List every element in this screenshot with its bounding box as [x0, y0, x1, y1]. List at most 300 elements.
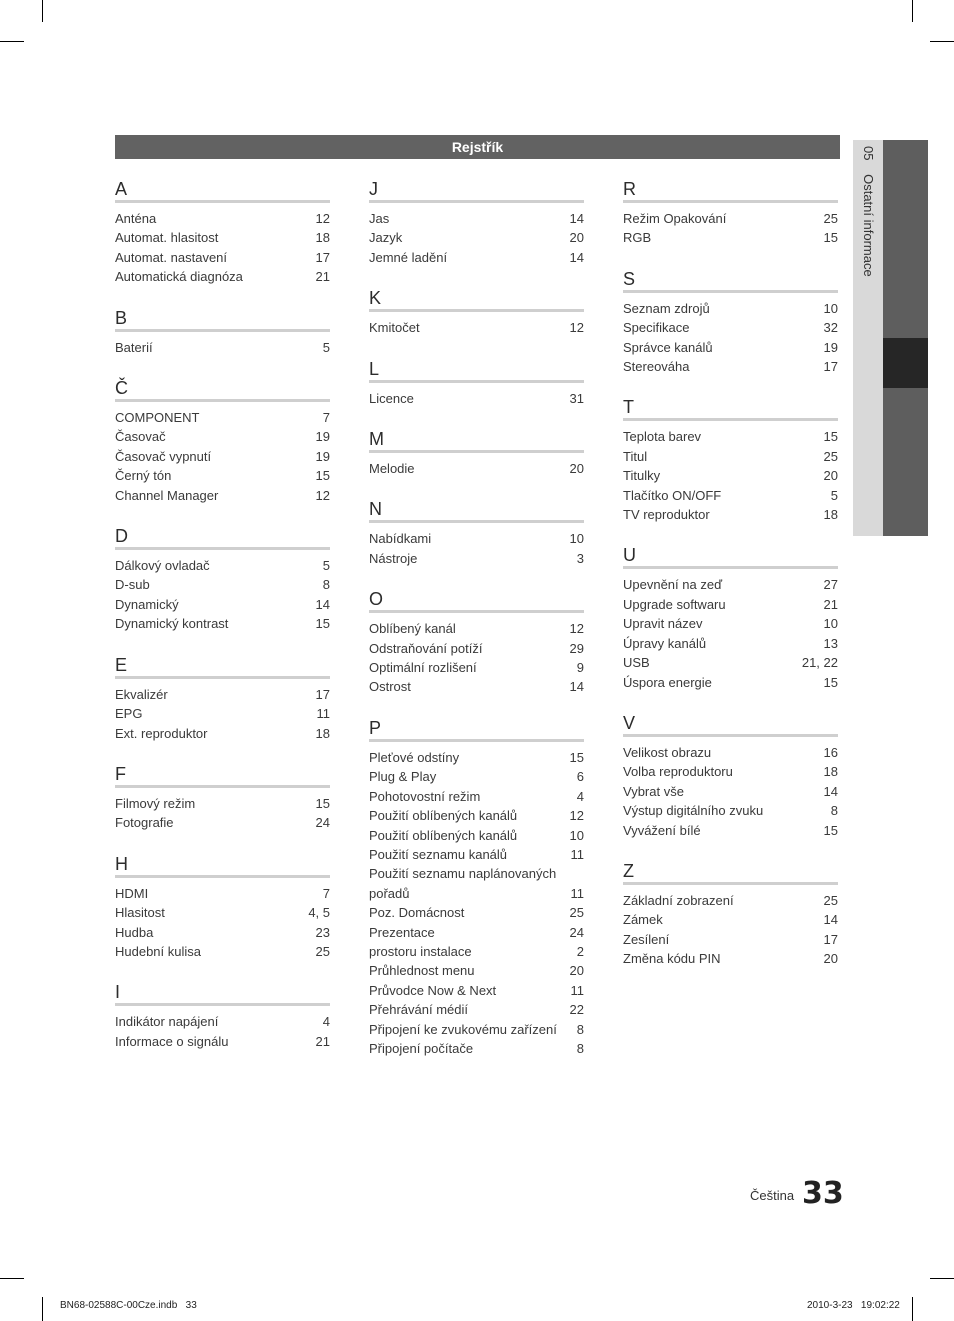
index-section: [623, 178, 838, 248]
index-entry: [369, 748, 584, 767]
index-entry: [369, 677, 584, 696]
index-letter: M: [369, 428, 584, 453]
index-entry: [623, 821, 838, 840]
index-page: 12: [569, 320, 584, 336]
chapter-label: [860, 146, 876, 277]
index-entry: [369, 529, 584, 548]
crop-mark: [912, 0, 913, 22]
index-term: Indikátor napájení: [115, 1014, 219, 1030]
index-page: 7: [322, 885, 330, 901]
index-column-2: [369, 178, 584, 1078]
index-letter: I: [115, 981, 330, 1006]
index-entry: [369, 961, 584, 980]
index-page: 25: [569, 905, 584, 921]
index-entries: [623, 885, 838, 969]
index-page: 21: [315, 1033, 330, 1049]
index-entry: [115, 1012, 330, 1031]
index-page: 18: [315, 230, 330, 246]
index-section: [623, 860, 838, 969]
index-entry: [369, 1020, 584, 1039]
index-entry: [623, 910, 838, 929]
index-term: Jazyk: [369, 230, 403, 246]
index-entry: [369, 209, 584, 228]
index-entries: [369, 203, 584, 267]
index-entry: [115, 486, 330, 505]
index-page: 14: [569, 211, 584, 226]
index-entry: [115, 338, 330, 357]
index-page: 17: [315, 686, 330, 702]
index-term: RGB: [623, 230, 652, 246]
index-entries: [369, 453, 584, 478]
index-term: Oblíbený kanál: [369, 621, 456, 637]
index-entry: [115, 575, 330, 594]
index-term: TV reproduktor: [623, 507, 710, 523]
index-entries: [115, 878, 330, 962]
index-section: [623, 268, 838, 377]
index-page: 20: [569, 230, 584, 246]
index-page: 25: [823, 448, 838, 464]
index-entry: [623, 299, 838, 318]
index-letter: H: [115, 853, 330, 878]
index-letter: D: [115, 525, 330, 550]
index-page: 23: [315, 924, 330, 940]
index-entry: [115, 704, 330, 723]
index-term: Upevnění na zeď: [623, 577, 723, 593]
index-entry: [115, 408, 330, 427]
index-page: 21, 22: [801, 655, 838, 671]
index-term: Licence: [369, 390, 414, 406]
index-entry: [115, 794, 330, 813]
index-term: Titul: [623, 448, 648, 464]
index-page: 15: [315, 468, 330, 484]
index-page: 15: [823, 230, 838, 246]
index-entry: [623, 447, 838, 466]
index-entry: [115, 942, 330, 961]
index-section: [115, 307, 330, 357]
index-entry: [115, 903, 330, 922]
index-page: 18: [823, 764, 838, 780]
index-term: Seznam zdrojů: [623, 300, 710, 316]
chapter-tab: [853, 140, 928, 536]
index-term: Dynamický: [115, 596, 179, 612]
crop-mark: [42, 1297, 43, 1321]
index-term: D-sub: [115, 577, 150, 593]
index-page: 10: [823, 300, 838, 316]
index-page: 18: [823, 507, 838, 523]
index-term: Automat. nastavení: [115, 249, 228, 265]
index-page: 12: [315, 211, 330, 226]
index-entry: [115, 228, 330, 247]
index-term: Použití seznamu kanálů: [369, 846, 508, 862]
index-letter: U: [623, 544, 838, 569]
index-term: Ekvalizér: [115, 686, 168, 702]
index-term: Zámek: [623, 912, 663, 928]
page-title: Rejstřík: [115, 135, 840, 159]
index-page: 17: [315, 249, 330, 265]
index-section: [623, 712, 838, 840]
crop-mark: [912, 1297, 913, 1321]
index-entry: [369, 389, 584, 408]
index-term: Anténa: [115, 211, 157, 226]
index-term: Specifikace: [623, 320, 690, 336]
index-page: 14: [569, 249, 584, 265]
index-letter: R: [623, 178, 838, 203]
crop-mark: [930, 1278, 954, 1279]
index-page: 12: [315, 487, 330, 503]
index-term: Automatická diagnóza: [115, 269, 243, 285]
index-entries: [115, 1006, 330, 1051]
index-term: Jemné ladění: [369, 249, 448, 265]
index-term: Pohotovostní režim: [369, 788, 481, 804]
index-page: 2: [576, 943, 584, 959]
index-term: Hlasitost: [115, 905, 165, 921]
index-term: Informace o signálu: [115, 1033, 229, 1049]
index-section: [369, 178, 584, 267]
index-term: Dynamický kontrast: [115, 616, 229, 632]
index-section: [369, 588, 584, 697]
index-letter: A: [115, 178, 330, 203]
index-entries: [369, 523, 584, 568]
index-entries: [369, 383, 584, 408]
index-page: 11: [570, 885, 584, 901]
index-page: 11: [570, 982, 584, 998]
index-page: 10: [569, 827, 584, 843]
index-entry: [115, 447, 330, 466]
index-page: 20: [823, 468, 838, 484]
index-entry: [369, 619, 584, 638]
index-term: USB: [623, 655, 650, 671]
index-entries: [115, 550, 330, 634]
index-entry: [623, 575, 838, 594]
index-term: Změna kódu PIN: [623, 951, 721, 967]
index-entry: [623, 338, 838, 357]
index-entries: [623, 569, 838, 691]
index-page: 5: [830, 487, 838, 503]
index-letter: F: [115, 763, 330, 788]
index-page: 14: [315, 596, 330, 612]
index-entry: [115, 209, 330, 228]
index-entry: [623, 743, 838, 762]
index-page: 27: [823, 577, 838, 593]
crop-mark: [42, 0, 43, 22]
index-page: 11: [316, 706, 330, 722]
index-term: Prezentace: [369, 924, 435, 940]
index-entries: [623, 421, 838, 524]
index-term: Volba reproduktoru: [623, 764, 733, 780]
index-page: 5: [322, 558, 330, 574]
index-entry: [369, 459, 584, 478]
index-page: 14: [823, 783, 838, 799]
index-page: 25: [823, 892, 838, 908]
index-page: 8: [322, 577, 330, 593]
index-page: 14: [569, 679, 584, 695]
chapter-number: 05: [861, 146, 876, 161]
index-term: Černý tón: [115, 468, 172, 484]
index-entry: [623, 357, 838, 376]
index-term: Hudební kulisa: [115, 943, 201, 959]
index-term: Velikost obrazu: [623, 744, 712, 760]
index-page: 4: [576, 788, 584, 804]
index-term: Odstraňování potíží: [369, 640, 483, 656]
index-page: 4: [322, 1014, 330, 1030]
index-page: 25: [315, 943, 330, 959]
index-entry: [115, 595, 330, 614]
index-letter: O: [369, 588, 584, 613]
index-term: Kmitočet: [369, 320, 420, 336]
index-page: 4, 5: [308, 905, 330, 921]
index-page: 15: [569, 749, 584, 765]
index-section: [115, 525, 330, 634]
index-page: 19: [315, 429, 330, 445]
index-term: Správce kanálů: [623, 339, 713, 355]
index-entry: [369, 639, 584, 658]
index-entry: [369, 767, 584, 786]
index-entries: [623, 737, 838, 840]
index-entry: [115, 267, 330, 286]
index-entry: [115, 556, 330, 575]
index-entry: [369, 1000, 584, 1019]
index-entries: [369, 312, 584, 337]
index-entry: [369, 658, 584, 677]
index-page: 15: [823, 674, 838, 690]
index-entry: [369, 903, 584, 922]
index-letter: K: [369, 287, 584, 312]
index-entries: [115, 679, 330, 743]
index-term: Optimální rozlišení: [369, 660, 477, 676]
index-entry: [369, 318, 584, 337]
index-page: 10: [569, 531, 584, 547]
index-page: 20: [823, 951, 838, 967]
index-entry: [623, 209, 838, 228]
index-section: [369, 498, 584, 568]
index-term: Pleťové odstíny: [369, 749, 460, 765]
index-section: [369, 428, 584, 478]
index-entries: [623, 203, 838, 248]
chapter-title: Ostatní informace: [861, 174, 876, 277]
index-entry: [115, 813, 330, 832]
index-page: 8: [830, 803, 838, 819]
index-letter: N: [369, 498, 584, 523]
index-term: Ostrost: [369, 679, 411, 695]
index-page: 25: [823, 211, 838, 226]
index-page: 15: [823, 822, 838, 838]
index-entry: [623, 891, 838, 910]
index-page: 11: [570, 846, 584, 862]
index-entry: [369, 806, 584, 825]
index-section: [369, 717, 584, 1059]
index-entries: [623, 293, 838, 377]
index-letter: P: [369, 717, 584, 742]
index-term: Upgrade softwaru: [623, 596, 726, 612]
index-term: Nabídkami: [369, 531, 432, 547]
index-term: Časovač: [115, 429, 166, 445]
index-term: Průhlednost menu: [369, 963, 475, 979]
index-entry: [369, 942, 584, 961]
index-entries: [369, 742, 584, 1059]
index-entry: [623, 466, 838, 485]
footer-language: Čeština: [750, 1188, 795, 1203]
index-entries: [115, 788, 330, 833]
index-page: 17: [823, 931, 838, 947]
index-entry: [115, 248, 330, 267]
index-section: [115, 654, 330, 743]
index-entry: [623, 762, 838, 781]
index-page: 12: [569, 621, 584, 637]
index-page: 17: [823, 359, 838, 375]
index-page: 9: [576, 660, 584, 676]
index-page: 13: [823, 635, 838, 651]
index-entry: [623, 505, 838, 524]
index-entry: [623, 427, 838, 446]
index-entry: [623, 614, 838, 633]
index-term: Dálkový ovladač: [115, 558, 210, 574]
index-entry: [623, 486, 838, 505]
index-entry: [115, 1032, 330, 1051]
index-term: Automat. hlasitost: [115, 230, 219, 246]
index-page: 15: [315, 795, 330, 811]
index-term: Použití oblíbených kanálů: [369, 808, 518, 824]
crop-mark: [0, 1278, 24, 1279]
index-entry: [115, 685, 330, 704]
index-letter: J: [369, 178, 584, 203]
index-section: [115, 763, 330, 833]
index-entry: [369, 1039, 584, 1058]
index-page: 8: [576, 1040, 584, 1056]
index-entry: [115, 724, 330, 743]
index-entry: [369, 549, 584, 568]
index-term: Hudba: [115, 924, 154, 940]
index-term: Úpravy kanálů: [623, 635, 707, 651]
index-page: 8: [576, 1021, 584, 1037]
index-section: [115, 178, 330, 287]
index-term: Jas: [369, 211, 390, 226]
index-entry: [369, 248, 584, 267]
index-entry: [115, 466, 330, 485]
index-term: Upravit název: [623, 616, 703, 632]
index-section: [115, 981, 330, 1051]
index-page: 15: [823, 429, 838, 445]
index-letter: S: [623, 268, 838, 293]
index-term: Připojení ke zvukovému zařízení: [369, 1021, 557, 1037]
index-page: 24: [315, 815, 330, 831]
index-entry: [369, 787, 584, 806]
index-section: [623, 396, 838, 524]
index-section: [115, 853, 330, 962]
index-page: 32: [823, 320, 838, 336]
index-term: Teplota barev: [623, 429, 702, 445]
index-entry: [369, 845, 584, 864]
index-page: 7: [322, 410, 330, 426]
index-term: Melodie: [369, 461, 415, 477]
print-slug-file: BN68-02588C-00Cze.indb 33: [60, 1300, 197, 1311]
print-slug-date: 2010-3-23 19:02:22: [807, 1300, 900, 1311]
index-entry: [369, 228, 584, 247]
index-entry: [369, 826, 584, 845]
index-entry: [623, 653, 838, 672]
index-page: 29: [569, 640, 584, 656]
index-term: Plug & Play: [369, 769, 437, 785]
index-page: 10: [823, 616, 838, 632]
index-term: Tlačítko ON/OFF: [623, 487, 722, 503]
index-column-3: [623, 178, 838, 989]
index-term: Filmový režim: [115, 795, 196, 811]
index-term: Připojení počítače: [369, 1040, 474, 1056]
index-letter: Č: [115, 377, 330, 402]
index-entry: [623, 949, 838, 968]
index-term: Vybrat vše: [623, 783, 684, 799]
index-entry: [623, 634, 838, 653]
index-page: 20: [569, 461, 584, 477]
index-term: Režim Opakování: [623, 211, 727, 226]
index-entry: [623, 595, 838, 614]
index-term: Použití oblíbených kanálů: [369, 827, 518, 843]
index-section: [369, 287, 584, 337]
index-entry: [623, 228, 838, 247]
index-page: 16: [823, 744, 838, 760]
page-number: 33: [802, 1176, 844, 1211]
index-term: Časovač vypnutí: [115, 448, 212, 464]
index-term: Nástroje: [369, 550, 418, 566]
index-term: Stereováha: [623, 359, 690, 375]
index-term: Baterií: [115, 339, 153, 355]
index-entry: [623, 318, 838, 337]
index-term: EPG: [115, 706, 143, 722]
index-page: 5: [322, 339, 330, 355]
index-page: 24: [569, 924, 584, 940]
index-term: Ext. reproduktor: [115, 725, 208, 741]
index-section: [623, 544, 838, 691]
index-section: [369, 358, 584, 408]
index-page: 19: [823, 339, 838, 355]
index-term: prostoru instalace: [369, 943, 472, 959]
index-entries: [115, 402, 330, 505]
index-letter: L: [369, 358, 584, 383]
index-page: 12: [569, 808, 584, 824]
index-entries: [115, 203, 330, 287]
index-page: 21: [315, 269, 330, 285]
index-term: COMPONENT: [115, 410, 200, 426]
index-term: HDMI: [115, 885, 149, 901]
index-page: 3: [576, 550, 584, 566]
index-entry: [369, 981, 584, 1000]
index-page: 31: [569, 390, 584, 406]
index-term: Průvodce Now & Next: [369, 982, 497, 998]
index-page: 6: [576, 769, 584, 785]
index-letter: T: [623, 396, 838, 421]
crop-mark: [0, 41, 24, 42]
index-term: Poz. Domácnost: [369, 905, 465, 921]
index-entries: [115, 332, 330, 357]
index-section: [115, 377, 330, 505]
index-term: Titulky: [623, 468, 661, 484]
index-entry: [623, 782, 838, 801]
index-entry: [115, 884, 330, 903]
index-entry: [115, 427, 330, 446]
index-page: 15: [315, 616, 330, 632]
index-term: Použití seznamu naplánovaných pořadů: [369, 866, 557, 901]
index-term: Přehrávání médií: [369, 1002, 468, 1018]
index-page: 14: [823, 912, 838, 928]
index-entries: [369, 613, 584, 697]
index-entry: [115, 923, 330, 942]
index-entry: [623, 801, 838, 820]
index-letter: V: [623, 712, 838, 737]
index-page: 20: [569, 963, 584, 979]
index-letter: E: [115, 654, 330, 679]
index-page: 19: [315, 448, 330, 464]
index-page: 21: [823, 596, 838, 612]
index-entry: [623, 930, 838, 949]
